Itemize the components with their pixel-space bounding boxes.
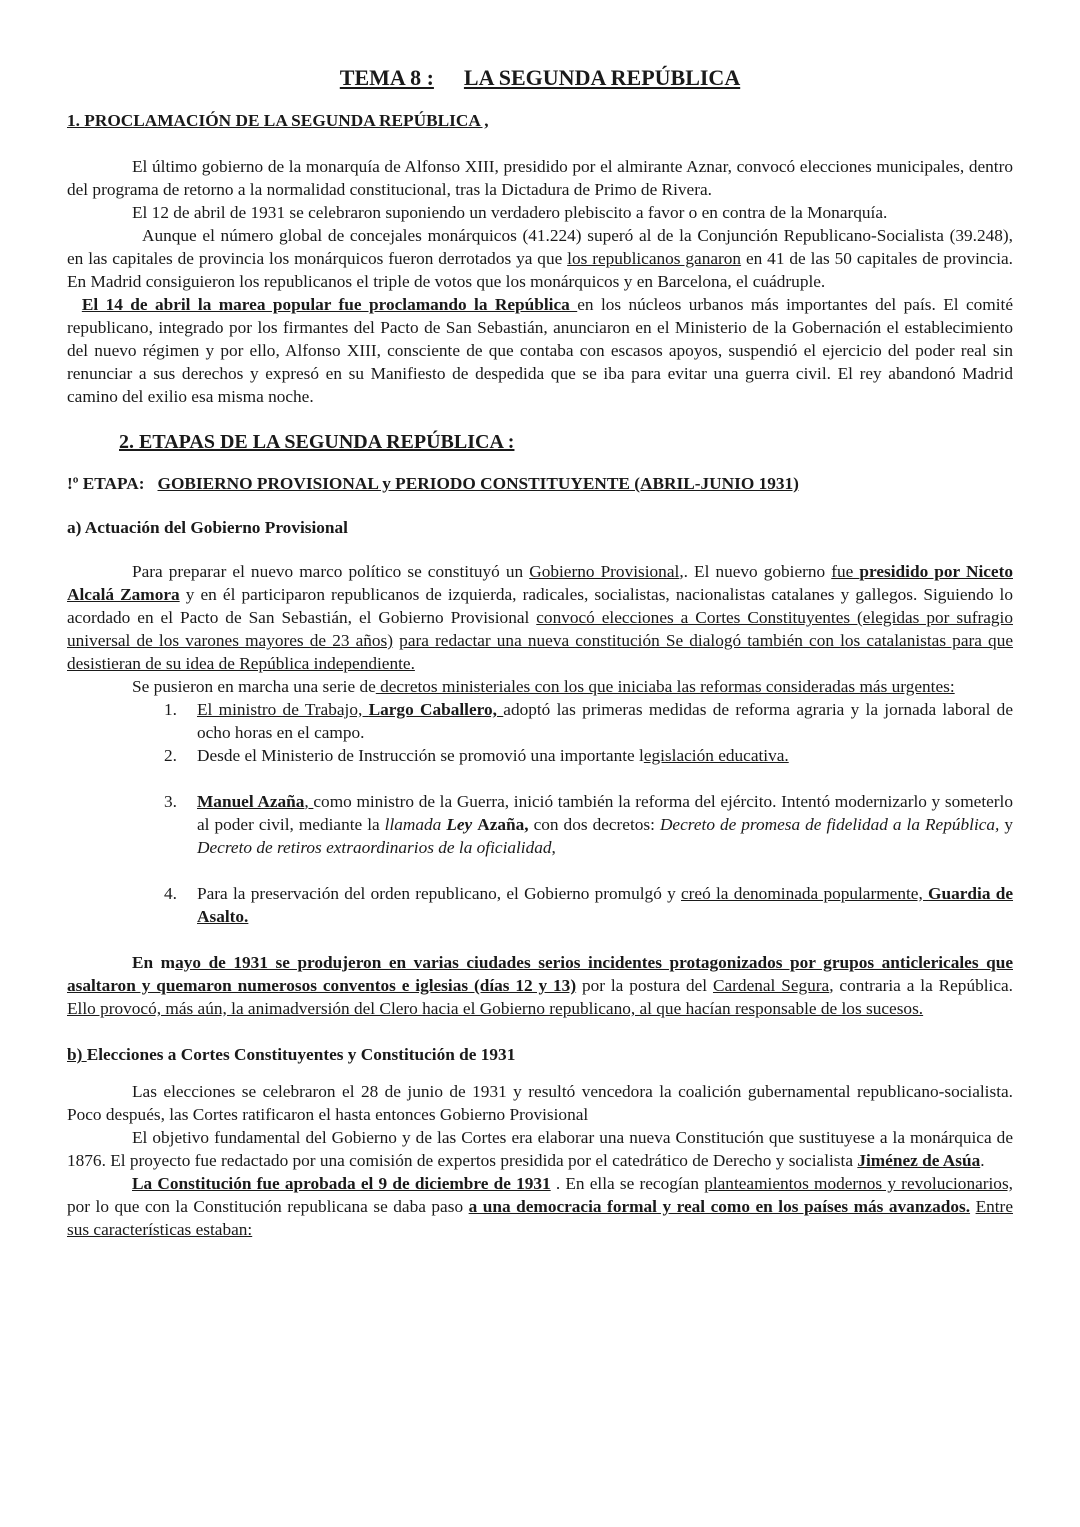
document-page [67,66,1013,1241]
subsection-a-paragraph-2: Se pusieron en marcha una serie de decretos ministeriales con los que iniciaba las reformas consideradas más urgentes: [132,677,955,696]
list-item: 3. Manuel Azaña, como ministro de la Guerra, inició también la reforma del ejército. Intentó modernizarlo y someterlo al poder civil, mediante la llamada Ley Azaña, con dos decretos: Decreto de promesa de fidelidad a la República, y Decreto de retiros extraordinarios de la oficialidad, [164,792,1014,857]
subsection-b-paragraph-1: Las elecciones se celebraron el 28 de junio de 1931 y resultó vencedora la coalición gubernamental republicano-socialista. Poco después, las Cortes ratificaron el hasta entonces Gobierno Provisional [67,1082,1013,1124]
subsection-a-paragraph-1: Para preparar el nuevo marco político se constituyó un Gobierno Provisional,. El nuevo gobierno fue presidido por Niceto Alcalá Zamora y en él participaron republicanos de izquierda, radicales, socialistas, nacionalistas catalanes y gallegos. Siguiendo lo acordado en el Pacto de San Sebastián, el Gobierno Provisional convocó elecciones a Cortes Constituyentes (elegidas por sufragio universal de los varones mayores de 23 años) para redactar una nueva constitución Se dialogó también con los catalanistas para que desistieran de su idea de República independiente. [67,562,1014,673]
section2-heading: 2. ETAPAS DE LA SEGUNDA REPÚBLICA : [119,431,515,453]
etapa-label: !º ETAPA: [67,474,145,493]
subsection-a-paragraph-3: En mayo de 1931 se produjeron en varias ciudades serios incidentes protagonizados por grupos anticlericales que asaltaron y quemaron numerosos conventos e iglesias (días 12 y 13) por la postura del Cardenal Segura, contraria a la República. Ello provocó, más aún, la animadversión del Clero hacia el Gobierno republicano, al que hacían responsable de los sucesos. [67,953,1013,1018]
subsection-b-heading: b) Elecciones a Cortes Constituyentes y Constitución de 1931 [67,1045,516,1064]
etapa-title: GOBIERNO PROVISIONAL y PERIODO CONSTITUYENTE (ABRIL-JUNIO 1931) [157,474,799,493]
section1-paragraph-3: Aunque el número global de concejales monárquicos (41.224) superó al de la Conjunción Republicano-Socialista (39.248), en las capitales de provincia los monárquicos fueron derrotados ya que los republicanos ganaron en 41 de las 50 capitales de provincia. En Madrid consiguieron los republicanos el triple de votos que los monárquicos y en Barcelona, el cuádruple. [67,226,1013,291]
page-title [67,66,1013,89]
title-name: LA SEGUNDA REPÚBLICA [463,65,741,90]
subsection-b-paragraph-3: La Constitución fue aprobada el 9 de diciembre de 1931 . En ella se recogían planteamientos modernos y revolucionarios, por lo que con la Constitución republicana se daba paso a una democracia formal y real como en los países más avanzados. Entre sus características estaban: [67,1174,1013,1239]
list-item: 1. El ministro de Trabajo, Largo Caballero, adoptó las primeras medidas de reforma agraria y la jornada laboral de ocho horas en el campo. [164,700,1013,742]
section1-paragraph-4: El 14 de abril la marea popular fue proclamando la República en los núcleos urbanos más importantes del país. El comité republicano, integrado por los firmantes del Pacto de San Sebastián, anunciaron en el Ministerio de la Gobernación el establecimiento del nuevo régimen y por ello, Alfonso XIII, consciente de que contaba con escasos apoyos, suspendió el ejercicio del poder real sin renunciar a sus derechos y expresó en su Manifiesto de despedida que se iba para evitar una guerra civil. El rey abandonó Madrid camino del exilio esa misma noche. [67,295,1013,406]
section1-paragraph-2: El 12 de abril de 1931 se celebraron suponiendo un verdadero plebiscito a favor o en contra de la Monarquía. [132,203,888,222]
section1-paragraph-1: El último gobierno de la monarquía de Alfonso XIII, presidido por el almirante Aznar, convocó elecciones municipales, dentro del programa de retorno a la normalidad constitucional, tras la Dictadura de Primo de Rivera. [67,157,1013,199]
subsection-a-heading: a) Actuación del Gobierno Provisional [67,518,348,537]
subsection-b-paragraph-2: El objetivo fundamental del Gobierno y de las Cortes era elaborar una nueva Constitución que sustituyese a la monárquica de 1876. El proyecto fue redactado por una comisión de expertos presidida por el catedrático de Derecho y socialista Jiménez de Asúa. [67,1128,1013,1170]
reform-list [67,698,1013,928]
list-item: 2. Desde el Ministerio de Instrucción se promovió una importante legislación educativa. [164,746,789,765]
list-item: 4. Para la preservación del orden republicano, el Gobierno promulgó y creó la denominada popularmente, Guardia de Asalto. [164,884,1014,926]
title-tema: TEMA 8 : [339,65,434,90]
etapa-heading [67,472,1013,495]
section1-heading: 1. PROCLAMACIÓN DE LA SEGUNDA REPÚBLICA , [67,111,489,130]
